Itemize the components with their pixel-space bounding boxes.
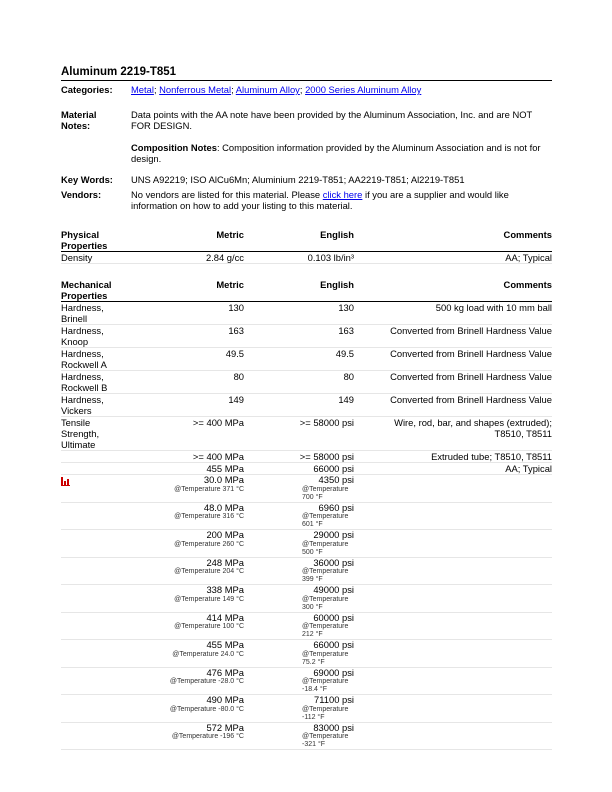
category-link-2000-series[interactable]: 2000 Series Aluminum Alloy: [305, 84, 422, 95]
table-row: [61, 325, 552, 348]
metric-temperature: @Temperature 149 °C: [174, 595, 244, 603]
material-notes-label-line1: Material: [61, 109, 97, 120]
metric-value: [127, 502, 244, 530]
english-temperature: @Temperature -321 °F: [302, 733, 349, 748]
metric-value: [127, 475, 244, 503]
metric-strength: 248 MPa: [206, 556, 244, 568]
mechanical-header-row: [61, 279, 552, 302]
english-strength: 4350 psi: [318, 474, 354, 485]
table-row: [61, 348, 552, 371]
comment: Extruded tube; T8510, T8511: [354, 451, 552, 463]
property-name-line3: Ultimate: [61, 439, 96, 450]
metric-value: 163: [127, 325, 244, 348]
row-marker: [61, 557, 127, 585]
table-row: [61, 585, 552, 613]
property-name-line1: Hardness,: [61, 394, 104, 405]
english-strength: 49000 psi: [313, 584, 354, 595]
mechanical-header-name-line2: Properties: [61, 290, 108, 301]
property-name-line1: Hardness,: [61, 371, 104, 382]
table-row: [61, 371, 552, 394]
property-name-line2: Brinell: [61, 313, 88, 324]
metric-value: [127, 557, 244, 585]
property-name: [61, 371, 127, 394]
english-temperature: @Temperature 300 °F: [302, 595, 349, 611]
material-notes-text: Data points with the AA note have been provided by the Aluminum Association, Inc. and are NOT FOR DESIGN.: [131, 109, 533, 131]
english-value: [244, 612, 354, 640]
categories-label: Categories:: [61, 84, 113, 95]
property-name-line2: Rockwell B: [61, 382, 108, 393]
bar-chart-icon[interactable]: [61, 477, 71, 486]
table-row: [61, 557, 552, 585]
row-marker: [61, 667, 127, 695]
metric-value: [127, 530, 244, 558]
table-row: [61, 252, 552, 264]
temperature-rows: [61, 475, 552, 750]
comment-empty: [354, 695, 552, 723]
vendors-row: [61, 189, 552, 211]
comment-empty: [354, 557, 552, 585]
english-temperature: @Temperature 75.2 °F: [302, 650, 349, 666]
metric-value: [127, 722, 244, 750]
table-row: [61, 695, 552, 723]
composition-notes-label: Composition Notes: [131, 142, 217, 153]
meta-section: [61, 84, 552, 211]
mechanical-header-metric: Metric: [127, 279, 244, 302]
composition-notes: [131, 142, 552, 164]
property-name: [61, 394, 127, 417]
english-value: 66000 psi: [244, 463, 354, 475]
table-row: [61, 417, 552, 451]
table-row: [61, 475, 552, 503]
key-words-row: [61, 174, 552, 185]
categories-row: [61, 84, 552, 95]
table-row: [61, 640, 552, 668]
english-strength: 60000 psi: [313, 611, 354, 623]
composition-notes-text: : Composition information provided by the Aluminum Association and is not for design.: [131, 142, 541, 164]
english-value: [244, 667, 354, 695]
vendors-text-before: No vendors are listed for this material. Please: [131, 189, 323, 200]
row-marker: [61, 640, 127, 668]
comment: [354, 417, 552, 451]
physical-header-english: English: [244, 229, 354, 252]
metric-value: [127, 695, 244, 723]
comment: AA; Typical: [354, 252, 552, 264]
property-name-line1: Hardness,: [61, 302, 104, 313]
english-value: [244, 475, 354, 503]
category-sep: ;: [231, 84, 236, 95]
comment-empty: [354, 585, 552, 613]
metric-strength: 30.0 MPa: [203, 474, 244, 485]
category-link-aluminum-alloy[interactable]: Aluminum Alloy: [235, 84, 300, 95]
metric-temperature: @Temperature 260 °C: [174, 540, 244, 548]
english-value: 130: [244, 302, 354, 325]
metric-strength: 476 MPa: [206, 666, 244, 678]
categories-value: [131, 84, 552, 95]
english-value: 80: [244, 371, 354, 394]
property-name: [61, 302, 127, 325]
metric-strength: 455 MPa: [206, 639, 244, 650]
english-value: >= 58000 psi: [244, 417, 354, 451]
material-datasheet: [61, 66, 552, 750]
english-value: [244, 502, 354, 530]
property-name-empty: [61, 463, 127, 475]
property-name: [61, 325, 127, 348]
english-strength: 83000 psi: [313, 721, 354, 733]
property-name-line2: Rockwell A: [61, 359, 107, 370]
mechanical-header-name-line1: Mechanical: [61, 279, 112, 290]
english-value: 49.5: [244, 348, 354, 371]
chart-cell: [61, 475, 127, 503]
property-name: [61, 417, 127, 451]
english-temperature: @Temperature 601 °F: [302, 513, 349, 528]
category-link-nonferrous[interactable]: Nonferrous Metal: [159, 84, 232, 95]
english-value: 163: [244, 325, 354, 348]
metric-strength: 572 MPa: [206, 721, 244, 733]
comment-empty: [354, 667, 552, 695]
row-marker: [61, 502, 127, 530]
property-name-empty: [61, 451, 127, 463]
table-row: [61, 722, 552, 750]
property-name-line2: Knoop: [61, 336, 89, 347]
metric-strength: 200 MPa: [206, 529, 244, 540]
physical-properties-table: [61, 229, 552, 264]
english-value: [244, 695, 354, 723]
comment-line1: Wire, rod, bar, and shapes (extruded);: [394, 417, 552, 428]
table-row: [61, 530, 552, 558]
table-row: [61, 302, 552, 325]
metric-value: [127, 612, 244, 640]
metric-value: [127, 585, 244, 613]
material-notes-value: [131, 109, 552, 164]
metric-value: [127, 640, 244, 668]
metric-temperature: @Temperature -28.0 °C: [169, 678, 244, 685]
metric-value: >= 400 MPa: [127, 417, 244, 451]
english-strength: 29000 psi: [313, 529, 354, 540]
comment: Converted from Brinell Hardness Value: [354, 325, 552, 348]
metric-temperature: @Temperature 100 °C: [174, 623, 244, 630]
physical-header-comments: Comments: [354, 229, 552, 252]
physical-header-row: [61, 229, 552, 252]
category-sep: ;: [153, 84, 160, 95]
english-strength: 36000 psi: [313, 556, 354, 568]
hardness-rows: [61, 302, 552, 417]
physical-header-name-line2: Properties: [61, 240, 108, 251]
mechanical-header-name: [61, 279, 127, 302]
metric-temperature: @Temperature 371 °C: [174, 485, 244, 493]
comment: Converted from Brinell Hardness Value: [354, 394, 552, 417]
metric-value: >= 400 MPa: [127, 451, 244, 463]
row-marker: [61, 585, 127, 613]
vendors-value: [131, 189, 552, 211]
property-name: Density: [61, 252, 127, 264]
table-row: [61, 612, 552, 640]
english-strength: 66000 psi: [313, 639, 354, 650]
physical-header-name-line1: Physical: [61, 229, 100, 240]
material-notes-label-line2: Notes:: [61, 120, 91, 131]
table-row: [61, 451, 552, 463]
metric-temperature: @Temperature 316 °C: [174, 513, 244, 520]
english-value: [244, 530, 354, 558]
vendors-label: Vendors:: [61, 189, 102, 200]
metric-value: 149: [127, 394, 244, 417]
material-notes-label: [61, 109, 131, 164]
property-name-line2: Strength,: [61, 428, 100, 439]
metric-strength: 338 MPa: [206, 584, 244, 595]
mechanical-header-english: English: [244, 279, 354, 302]
comment-line2: T8510, T8511: [494, 428, 552, 439]
property-name-line2: Vickers: [61, 405, 92, 416]
english-value: [244, 722, 354, 750]
table-row: [61, 502, 552, 530]
comment-empty: [354, 502, 552, 530]
english-strength: 6960 psi: [318, 501, 354, 513]
metric-value: 2.84 g/cc: [127, 252, 244, 264]
english-value: [244, 585, 354, 613]
english-strength: 69000 psi: [313, 666, 354, 678]
property-name: [61, 348, 127, 371]
english-value: 149: [244, 394, 354, 417]
metric-value: [127, 667, 244, 695]
property-name-line1: Tensile: [61, 417, 91, 428]
english-strength: 71100 psi: [314, 694, 354, 705]
comment-empty: [354, 612, 552, 640]
row-marker: [61, 695, 127, 723]
row-marker: [61, 530, 127, 558]
material-notes-row: [61, 109, 552, 164]
row-marker: [61, 722, 127, 750]
metric-temperature: @Temperature 204 °C: [174, 568, 244, 575]
comment-empty: [354, 530, 552, 558]
english-value: [244, 640, 354, 668]
english-temperature: @Temperature 399 °F: [302, 568, 349, 583]
physical-header-metric: Metric: [127, 229, 244, 252]
english-value: 0.103 lb/in³: [244, 252, 354, 264]
comment-empty: [354, 722, 552, 750]
comment: 500 kg load with 10 mm ball: [354, 302, 552, 325]
category-sep: ;: [299, 84, 306, 95]
metric-value: 130: [127, 302, 244, 325]
english-temperature: @Temperature -112 °F: [302, 705, 349, 721]
comment-empty: [354, 475, 552, 503]
mechanical-properties-table: [61, 279, 552, 750]
key-words-label: Key Words:: [61, 174, 113, 185]
metric-temperature: @Temperature -196 °C: [171, 733, 244, 740]
english-temperature: @Temperature 500 °F: [302, 540, 349, 556]
table-row: [61, 394, 552, 417]
metric-strength: 490 MPa: [206, 694, 244, 705]
physical-header-name: [61, 229, 127, 252]
property-name-line1: Hardness,: [61, 348, 104, 359]
english-temperature: @Temperature 700 °F: [302, 485, 349, 501]
metric-temperature: @Temperature -80.0 °C: [169, 705, 244, 713]
table-row: [61, 667, 552, 695]
english-temperature: @Temperature 212 °F: [302, 623, 349, 638]
property-name-line1: Hardness,: [61, 325, 104, 336]
vendors-text-after: if you are a supplier and would like information on how to add your listing to this material.: [131, 189, 509, 211]
metric-value: 80: [127, 371, 244, 394]
table-row: [61, 463, 552, 475]
comment: Converted from Brinell Hardness Value: [354, 371, 552, 394]
comment: AA; Typical: [354, 463, 552, 475]
english-temperature: @Temperature -18.4 °F: [302, 678, 349, 693]
english-value: [244, 557, 354, 585]
category-link-metal[interactable]: Metal: [131, 84, 154, 95]
metric-value: 49.5: [127, 348, 244, 371]
vendors-click-here-link[interactable]: click here: [322, 189, 363, 200]
metric-value: 455 MPa: [127, 463, 244, 475]
english-value: >= 58000 psi: [244, 451, 354, 463]
metric-temperature: @Temperature 24.0 °C: [172, 650, 244, 658]
comment-empty: [354, 640, 552, 668]
comment: Converted from Brinell Hardness Value: [354, 348, 552, 371]
row-marker: [61, 612, 127, 640]
mechanical-header-comments: Comments: [354, 279, 552, 302]
metric-strength: 48.0 MPa: [203, 501, 244, 513]
metric-strength: 414 MPa: [206, 611, 244, 623]
page-title: Aluminum 2219-T851: [61, 66, 552, 81]
chart-icon-axis: [61, 485, 70, 486]
key-words-value: UNS A92219; ISO AlCu6Mn; Aluminium 2219-T851; AA2219-T851; Al2219-T851: [131, 174, 465, 185]
